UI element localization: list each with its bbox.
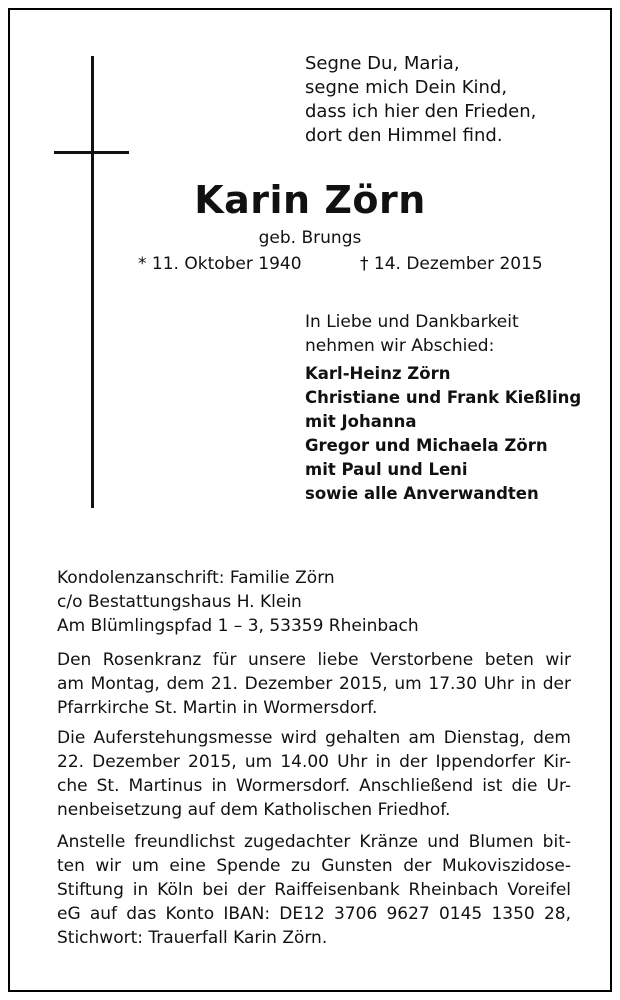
mourner-line: Christiane und Frank Kießling: [305, 388, 582, 407]
paragraph-line: Anstelle freundlichst zugedachter Kränze und Blumen bit-: [57, 832, 571, 852]
paragraph-line: nenbeisetzung auf dem Katholischen Friedhof.: [57, 800, 451, 820]
farewell-line: In Liebe und Dankbarkeit: [305, 312, 519, 332]
mourner-line: mit Johanna: [305, 412, 417, 431]
mourner-line: Gregor und Michaela Zörn: [305, 436, 548, 455]
mass-paragraph: [57, 726, 571, 822]
paragraph-line: eG auf das Konto IBAN: DE12 3706 9627 0145 1350 28,: [57, 904, 571, 924]
paragraph-line: che St. Martinus in Wormersdorf. Anschließend ist die Ur-: [57, 776, 571, 796]
paragraph-line: Stichwort: Trauerfall Karin Zörn.: [57, 928, 328, 948]
deceased-name: Karin Zörn: [194, 178, 426, 222]
condolence-address: [57, 566, 419, 638]
address-line: Kondolenzanschrift: Familie Zörn: [57, 568, 335, 588]
mourners-list: [305, 362, 581, 506]
birth-date: * 11. Oktober 1940: [138, 254, 302, 274]
donation-paragraph: [57, 830, 571, 950]
rosary-paragraph: [57, 648, 571, 720]
paragraph-line: ten wir um eine Spende zu Gunsten der Mukoviszidose-: [57, 856, 571, 876]
mourner-line: sowie alle Anverwandten: [305, 484, 539, 503]
farewell-intro: [305, 310, 519, 358]
verse-line: dass ich hier den Frieden,: [305, 101, 537, 122]
address-line: Am Blümlingspfad 1 – 3, 53359 Rheinbach: [57, 616, 419, 636]
verse-line: segne mich Dein Kind,: [305, 77, 508, 98]
farewell-line: nehmen wir Abschied:: [305, 336, 495, 356]
paragraph-line: Die Auferstehungsmesse wird gehalten am Dienstag, dem: [57, 728, 571, 748]
cross-icon: [91, 56, 94, 508]
verse-line: Segne Du, Maria,: [305, 53, 460, 74]
mourner-line: mit Paul und Leni: [305, 460, 468, 479]
paragraph-line: Pfarrkirche St. Martin in Wormersdorf.: [57, 698, 378, 718]
address-line: c/o Bestattungshaus H. Klein: [57, 592, 302, 612]
obituary-notice: [8, 8, 612, 992]
birth-name: geb. Brungs: [258, 228, 362, 248]
paragraph-line: am Montag, dem 21. Dezember 2015, um 17.30 Uhr in der: [57, 674, 571, 694]
paragraph-line: 22. Dezember 2015, um 14.00 Uhr in der Ippendorfer Kir-: [57, 752, 571, 772]
paragraph-line: Stiftung in Köln bei der Raiffeisenbank Rheinbach Voreifel: [57, 880, 571, 900]
mourner-line: Karl-Heinz Zörn: [305, 364, 451, 383]
death-date: † 14. Dezember 2015: [360, 254, 543, 274]
paragraph-line: Den Rosenkranz für unsere liebe Verstorbene beten wir: [57, 650, 571, 670]
cross-icon-bar: [54, 151, 129, 154]
verse-line: dort den Himmel find.: [305, 125, 503, 146]
prayer-verse: [305, 52, 536, 148]
